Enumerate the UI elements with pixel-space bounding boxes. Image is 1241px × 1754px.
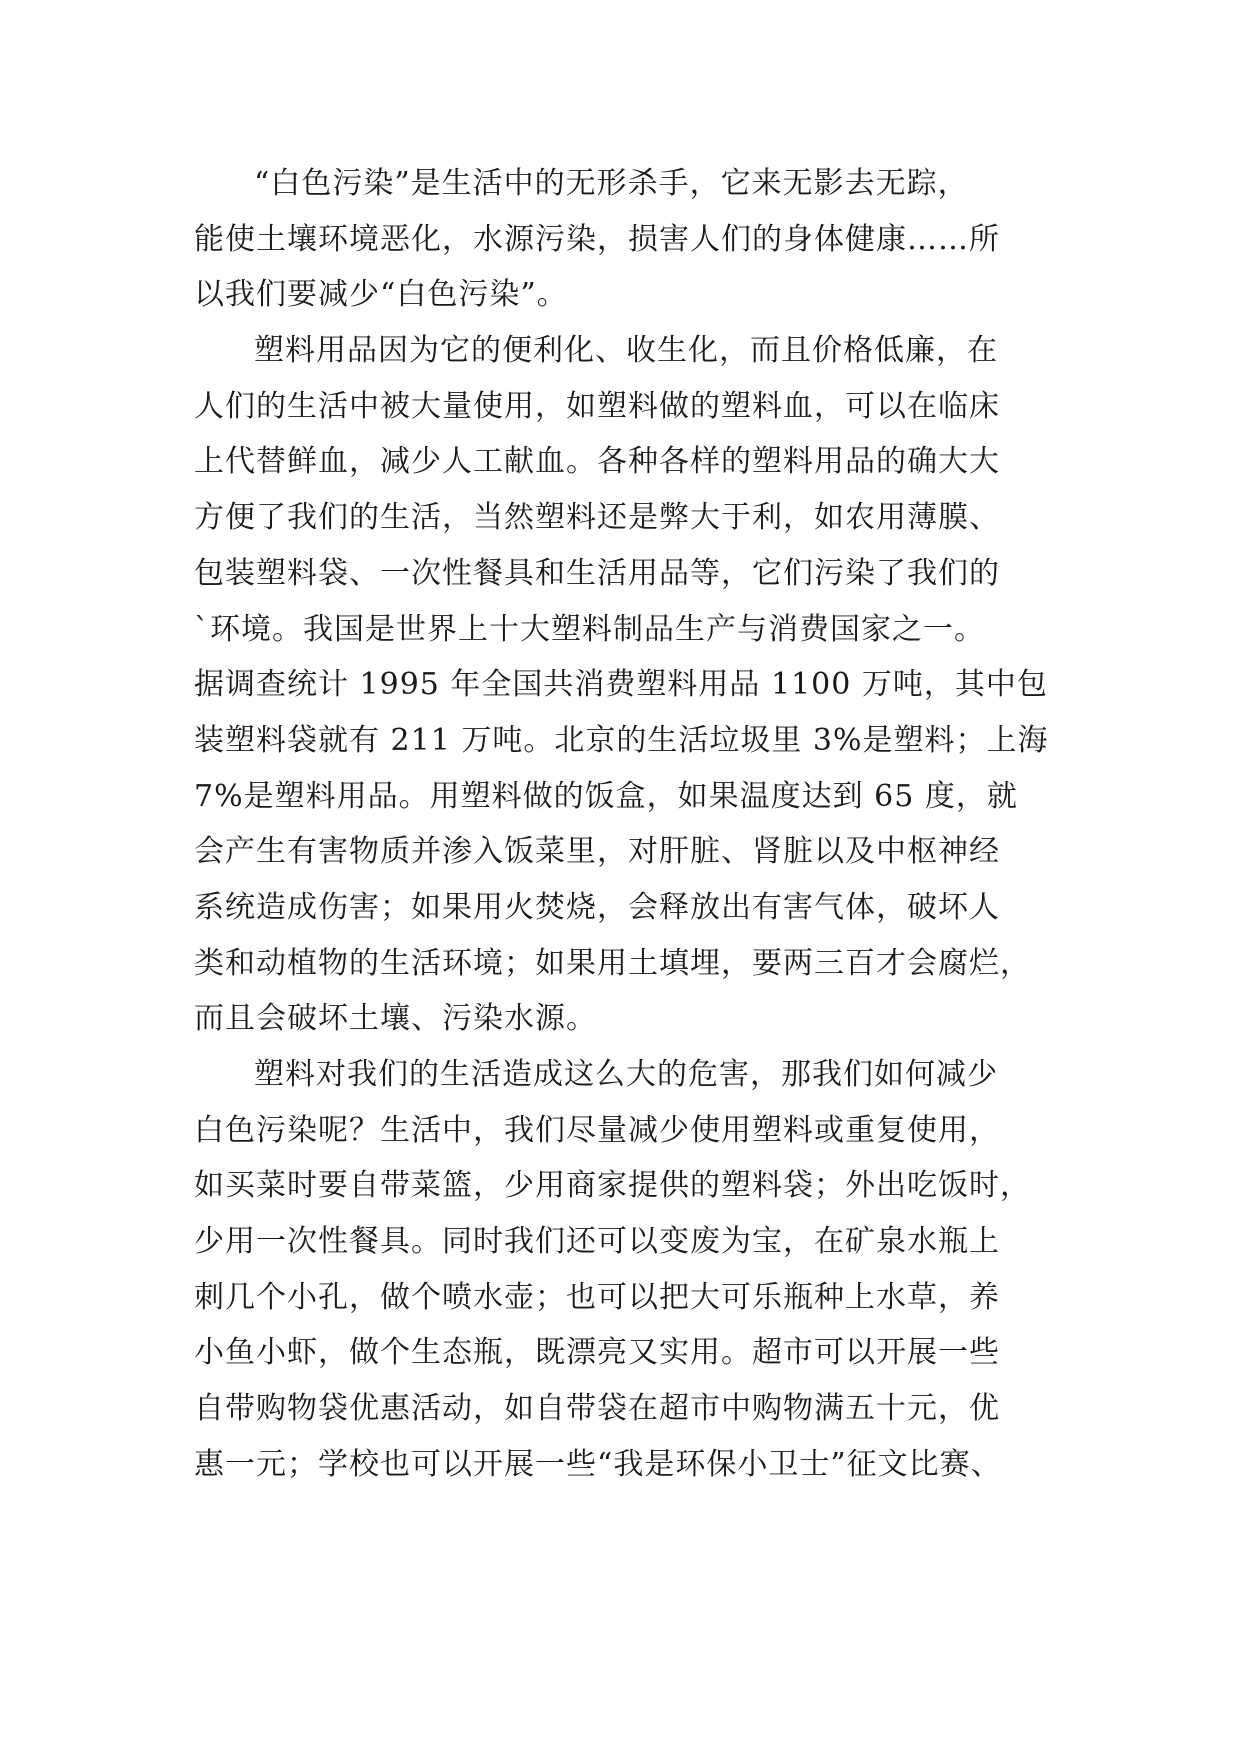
paragraph-3 [194, 1047, 1094, 1493]
text-line: 如买菜时要自带菜篮，少用商家提供的塑料袋；外出吃饭时， [194, 1168, 1031, 1204]
text-line: 白色污染呢？生活中，我们尽量减少使用塑料或重复使用， [194, 1112, 1000, 1148]
text-line: 能使土壤环境恶化，水源污染，损害人们的身体健康……所 [194, 221, 1000, 257]
text-line: 少用一次性餐具。同时我们还可以变废为宝，在矿泉水瓶上 [194, 1224, 1000, 1260]
text-line: 据调查统计 1995 年全国共消费塑料用品 1100 万吨，其中包 [194, 667, 1048, 703]
text-line: 小鱼小虾，做个生态瓶，既漂亮又实用。超市可以开展一些 [194, 1335, 1000, 1371]
paragraph-1 [194, 156, 1094, 323]
text-line: 上代替鲜血，减少人工献血。各种各样的塑料用品的确大大 [194, 444, 1000, 480]
text-line: 人们的生活中被大量使用，如塑料做的塑料血，可以在临床 [194, 388, 1000, 424]
document-body [194, 156, 1094, 1493]
text-line: 系统造成伤害；如果用火焚烧，会释放出有害气体，破坏人 [194, 889, 1000, 925]
text-line: “白色污染”是生活中的无形杀手，它来无影去无踪， [254, 166, 969, 201]
text-line: 包装塑料袋、一次性餐具和生活用品等，它们污染了我们的 [194, 555, 1000, 591]
text-line: 自带购物袋优惠活动，如自带袋在超市中购物满五十元，优 [194, 1391, 1000, 1427]
text-line: 装塑料袋就有 211 万吨。北京的生活垃圾里 3%是塑料；上海 [194, 722, 1049, 758]
text-line: 类和动植物的生活环境；如果用土填埋，要两三百才会腐烂， [194, 945, 1031, 981]
paragraph-2 [194, 323, 1094, 1047]
text-line: 惠一元；学校也可以开展一些“我是环保小卫士”征文比赛、 [194, 1446, 1002, 1482]
text-line: `环境。我国是世界上十大塑料制品生产与消费国家之一。 [194, 611, 985, 647]
text-line: 刺几个小孔，做个喷水壶；也可以把大可乐瓶种上水草，养 [194, 1279, 1000, 1315]
text-line: 以我们要减少“白色污染”。 [194, 277, 568, 313]
text-line: 方便了我们的生活，当然塑料还是弊大于利，如农用薄膜、 [194, 500, 1000, 536]
text-line: 7%是塑料用品。用塑料做的饭盒，如果温度达到 65 度，就 [194, 778, 1018, 814]
text-line: 塑料对我们的生活造成这么大的危害，那我们如何减少 [254, 1057, 998, 1092]
text-line: 塑料用品因为它的便利化、收生化，而且价格低廉，在 [254, 333, 998, 369]
text-line: 会产生有害物质并渗入饭菜里，对肝脏、肾脏以及中枢神经 [194, 834, 1000, 870]
text-line: 而且会破坏土壤、污染水源。 [194, 1001, 597, 1037]
